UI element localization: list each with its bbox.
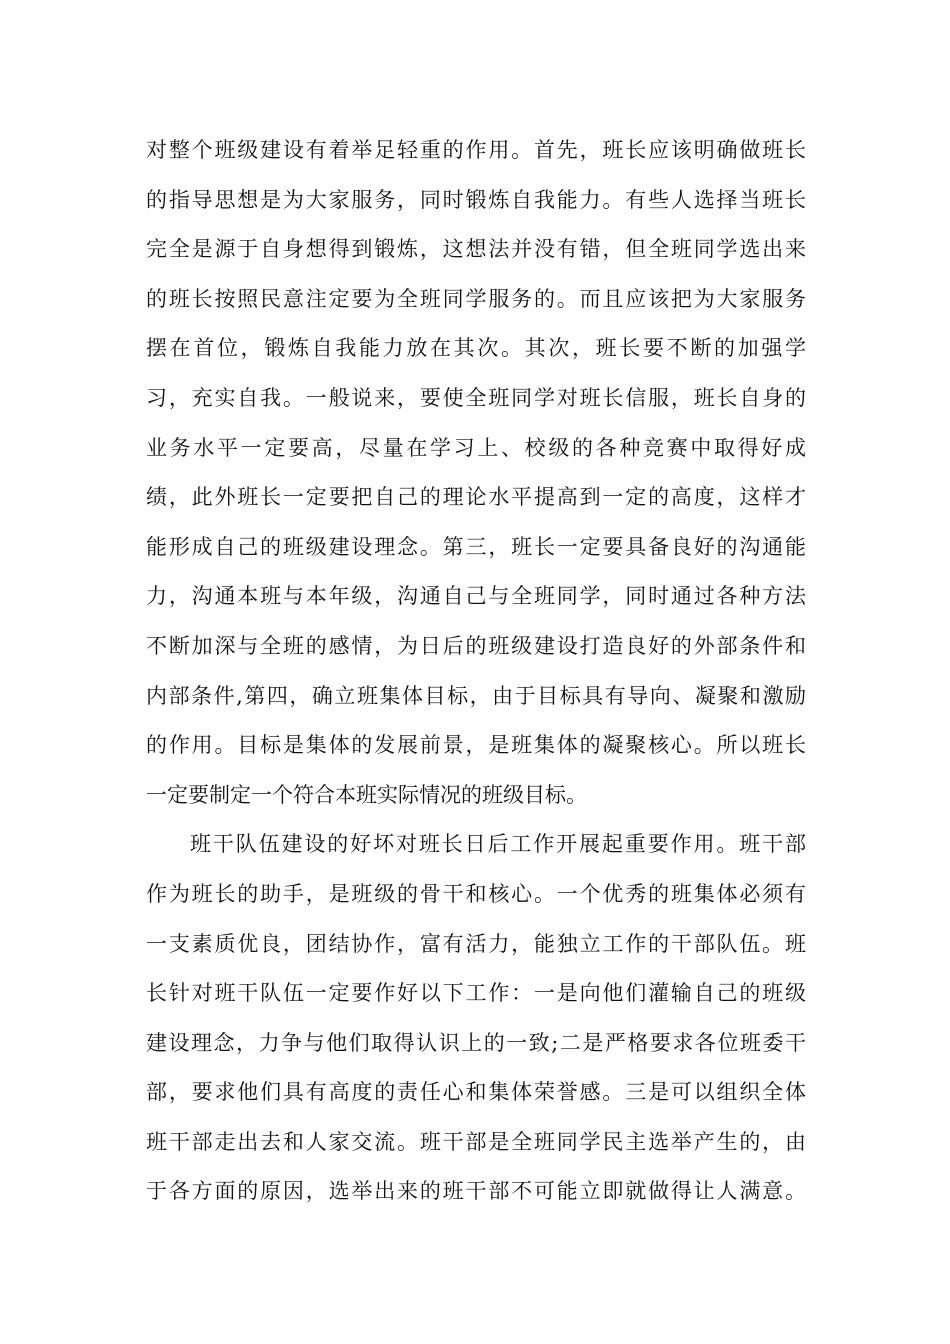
text-line: 习，充实自我。一般说来，要使全班同学对班长信服，班长自身的 bbox=[146, 385, 806, 410]
text-line: 班干部走出去和人家交流。班干部是全班同学民主选举产生的，由 bbox=[146, 1129, 806, 1154]
text-line: 内部条件,第四，确立班集体目标，由于目标具有导向、凝聚和激励 bbox=[146, 683, 806, 708]
text-line: 摆在首位，锻炼自我能力放在其次。其次，班长要不断的加强学 bbox=[146, 336, 806, 361]
text-line: 建设理念，力争与他们取得认识上的一致;二是严格要求各位班委干 bbox=[146, 1030, 806, 1055]
text-line: 的指导思想是为大家服务，同时锻炼自我能力。有些人选择当班长 bbox=[146, 187, 806, 212]
text-line: 绩，此外班长一定要把自己的理论水平提高到一定的高度，这样才 bbox=[146, 485, 806, 510]
text-line: 完全是源于自身想得到锻炼，这想法并没有错，但全班同学选出来 bbox=[146, 237, 806, 262]
text-line: 作为班长的助手，是班级的骨干和核心。一个优秀的班集体必须有 bbox=[146, 881, 806, 906]
text-line: 的班长按照民意注定要为全班同学服务的。而且应该把为大家服务 bbox=[146, 286, 806, 311]
text-line: 一支素质优良，团结协作，富有活力，能独立工作的干部队伍。班 bbox=[146, 931, 806, 956]
text-line: 于各方面的原因，选举出来的班干部不可能立即就做得让人满意。 bbox=[146, 1179, 806, 1204]
text-line: 不断加深与全班的感情，为日后的班级建设打造良好的外部条件和 bbox=[146, 633, 806, 658]
text-line: 一定要制定一个符合本班实际情况的班级目标。 bbox=[146, 782, 587, 807]
text-line: 对整个班级建设有着举足轻重的作用。首先，班长应该明确做班长 bbox=[146, 138, 806, 162]
text-line: 业务水平一定要高，尽量在学习上、校级的各种竞赛中取得好成 bbox=[146, 435, 806, 460]
text-line: 长针对班干队伍一定要作好以下工作：一是向他们灌输自己的班级 bbox=[146, 981, 806, 1006]
text-line: 能形成自己的班级建设理念。第三，班长一定要具备良好的沟通能 bbox=[146, 534, 806, 559]
text-line: 力，沟通本班与本年级，沟通自己与全班同学，同时通过各种方法 bbox=[146, 584, 806, 609]
body-text bbox=[146, 126, 806, 1217]
text-line: 的作用。目标是集体的发展前景，是班集体的凝聚核心。所以班长 bbox=[146, 733, 806, 758]
text-line: 班干队伍建设的好坏对班长日后工作开展起重要作用。班干部 bbox=[190, 832, 806, 857]
text-line: 部，要求他们具有高度的责任心和集体荣誉感。三是可以组织全体 bbox=[146, 1080, 806, 1105]
